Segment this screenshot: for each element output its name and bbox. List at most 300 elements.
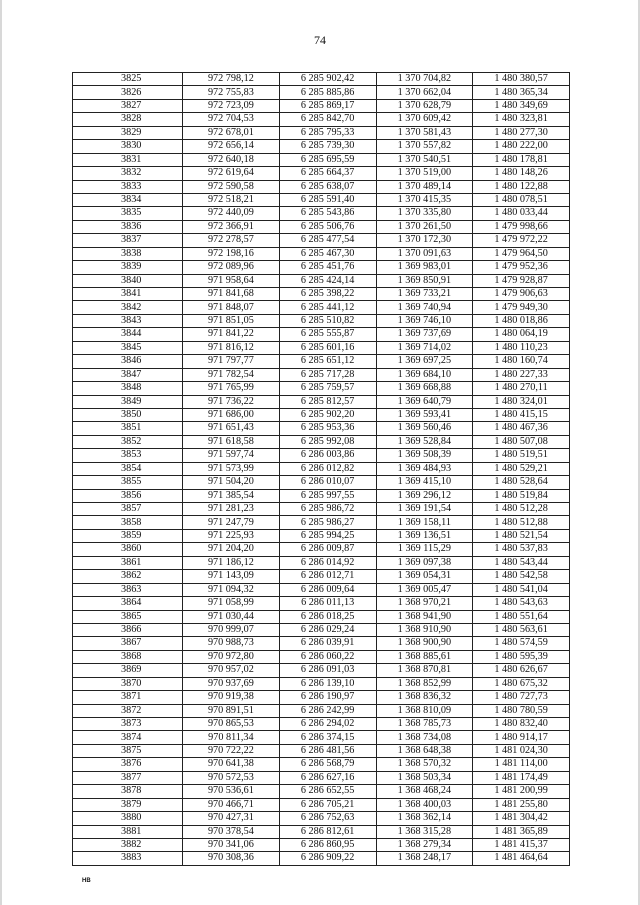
coord-y2-cell: 1 480 543,44 — [473, 556, 570, 569]
table-row — [73, 744, 570, 757]
coord-x2-cell: 1 370 489,14 — [376, 180, 473, 193]
coord-y1-cell: 6 285 477,54 — [279, 234, 376, 247]
coord-x2-cell: 1 368 248,17 — [376, 852, 473, 865]
coord-y2-cell: 1 481 304,42 — [473, 812, 570, 825]
table-row — [73, 623, 570, 636]
table-row — [73, 489, 570, 502]
table-row — [73, 597, 570, 610]
coord-x2-cell: 1 370 519,00 — [376, 167, 473, 180]
coord-x1-cell: 971 030,44 — [183, 610, 280, 623]
table-row — [73, 435, 570, 448]
coord-y2-cell: 1 479 998,66 — [473, 220, 570, 233]
coord-x2-cell: 1 369 593,41 — [376, 408, 473, 421]
coord-y1-cell: 6 286 812,61 — [279, 825, 376, 838]
point-number-cell: 3880 — [73, 812, 183, 825]
table-row — [73, 126, 570, 139]
point-number-cell: 3868 — [73, 650, 183, 663]
point-number-cell: 3841 — [73, 288, 183, 301]
point-number-cell: 3861 — [73, 556, 183, 569]
coord-y1-cell: 6 285 992,08 — [279, 435, 376, 448]
page-number: 74 — [314, 33, 326, 47]
coord-x2-cell: 1 369 005,47 — [376, 583, 473, 596]
coord-y1-cell: 6 285 739,30 — [279, 140, 376, 153]
coord-y2-cell: 1 479 964,50 — [473, 247, 570, 260]
table-row — [73, 167, 570, 180]
coord-x1-cell: 970 999,07 — [183, 623, 280, 636]
table-row — [73, 838, 570, 851]
point-number-cell: 3860 — [73, 543, 183, 556]
table-row — [73, 664, 570, 677]
coord-y1-cell: 6 286 652,55 — [279, 785, 376, 798]
table-row — [73, 422, 570, 435]
coord-x2-cell: 1 368 468,24 — [376, 785, 473, 798]
coord-x2-cell: 1 369 684,10 — [376, 368, 473, 381]
point-number-cell: 3840 — [73, 274, 183, 287]
table-row — [73, 341, 570, 354]
coord-y1-cell: 6 285 986,72 — [279, 503, 376, 516]
coord-y2-cell: 1 480 018,86 — [473, 314, 570, 327]
table-row — [73, 476, 570, 489]
table-row — [73, 570, 570, 583]
coord-y2-cell: 1 480 507,08 — [473, 435, 570, 448]
coord-x2-cell: 1 369 850,91 — [376, 274, 473, 287]
table-row — [73, 677, 570, 690]
coord-y1-cell: 6 286 012,71 — [279, 570, 376, 583]
coord-y1-cell: 6 285 555,87 — [279, 328, 376, 341]
point-number-cell: 3845 — [73, 341, 183, 354]
coord-y2-cell: 1 480 122,88 — [473, 180, 570, 193]
table-row — [73, 825, 570, 838]
point-number-cell: 3879 — [73, 798, 183, 811]
coord-y1-cell: 6 285 953,36 — [279, 422, 376, 435]
coord-x1-cell: 972 366,91 — [183, 220, 280, 233]
coord-y2-cell: 1 480 222,00 — [473, 140, 570, 153]
coord-y1-cell: 6 286 003,86 — [279, 449, 376, 462]
coord-x1-cell: 971 597,74 — [183, 449, 280, 462]
table-row — [73, 288, 570, 301]
coord-y1-cell: 6 286 010,07 — [279, 476, 376, 489]
coord-y1-cell: 6 285 591,40 — [279, 193, 376, 206]
coord-y2-cell: 1 480 512,88 — [473, 516, 570, 529]
point-number-cell: 3833 — [73, 180, 183, 193]
point-number-cell: 3881 — [73, 825, 183, 838]
coord-y2-cell: 1 480 467,36 — [473, 422, 570, 435]
coord-x1-cell: 970 466,71 — [183, 798, 280, 811]
point-number-cell: 3844 — [73, 328, 183, 341]
coord-x2-cell: 1 369 983,01 — [376, 261, 473, 274]
coord-y2-cell: 1 480 270,11 — [473, 382, 570, 395]
coord-y2-cell: 1 480 563,61 — [473, 623, 570, 636]
coord-x2-cell: 1 370 628,79 — [376, 99, 473, 112]
coord-x1-cell: 971 504,20 — [183, 476, 280, 489]
coord-y1-cell: 6 285 869,17 — [279, 99, 376, 112]
coord-x1-cell: 971 958,64 — [183, 274, 280, 287]
coord-y2-cell: 1 480 537,83 — [473, 543, 570, 556]
coord-x1-cell: 971 618,58 — [183, 435, 280, 448]
coord-x1-cell: 971 094,32 — [183, 583, 280, 596]
coord-x1-cell: 970 378,54 — [183, 825, 280, 838]
coord-x1-cell: 971 782,54 — [183, 368, 280, 381]
coord-x2-cell: 1 369 640,79 — [376, 395, 473, 408]
coord-y2-cell: 1 481 365,89 — [473, 825, 570, 838]
coord-y1-cell: 6 286 909,22 — [279, 852, 376, 865]
coord-x2-cell: 1 368 885,61 — [376, 650, 473, 663]
point-number-cell: 3828 — [73, 113, 183, 126]
coord-x2-cell: 1 369 733,21 — [376, 288, 473, 301]
coord-y2-cell: 1 479 906,63 — [473, 288, 570, 301]
table-row — [73, 382, 570, 395]
coord-x2-cell: 1 369 746,10 — [376, 314, 473, 327]
coord-x1-cell: 972 640,18 — [183, 153, 280, 166]
table-row — [73, 798, 570, 811]
coord-y1-cell: 6 286 705,21 — [279, 798, 376, 811]
table-row — [73, 368, 570, 381]
coord-x2-cell: 1 368 503,34 — [376, 771, 473, 784]
point-number-cell: 3842 — [73, 301, 183, 314]
point-number-cell: 3865 — [73, 610, 183, 623]
point-number-cell: 3854 — [73, 462, 183, 475]
coord-x1-cell: 972 723,09 — [183, 99, 280, 112]
coord-y1-cell: 6 286 012,82 — [279, 462, 376, 475]
coord-y2-cell: 1 480 227,33 — [473, 368, 570, 381]
coord-y1-cell: 6 285 795,33 — [279, 126, 376, 139]
coord-y2-cell: 1 480 365,34 — [473, 86, 570, 99]
point-number-cell: 3863 — [73, 583, 183, 596]
coord-y1-cell: 6 286 242,99 — [279, 704, 376, 717]
table-row — [73, 731, 570, 744]
coord-x2-cell: 1 368 279,34 — [376, 838, 473, 851]
coord-y1-cell: 6 285 510,82 — [279, 314, 376, 327]
coord-x1-cell: 971 651,43 — [183, 422, 280, 435]
coord-x1-cell: 971 765,99 — [183, 382, 280, 395]
point-number-cell: 3862 — [73, 570, 183, 583]
point-number-cell: 3871 — [73, 691, 183, 704]
table-row — [73, 207, 570, 220]
coord-y1-cell: 6 286 860,95 — [279, 838, 376, 851]
point-number-cell: 3874 — [73, 731, 183, 744]
coord-x2-cell: 1 368 970,21 — [376, 597, 473, 610]
coord-y2-cell: 1 480 349,69 — [473, 99, 570, 112]
coord-y1-cell: 6 285 902,20 — [279, 408, 376, 421]
coord-y2-cell: 1 480 551,64 — [473, 610, 570, 623]
table-row — [73, 153, 570, 166]
coord-y2-cell: 1 480 542,58 — [473, 570, 570, 583]
table-row — [73, 758, 570, 771]
coord-x2-cell: 1 368 900,90 — [376, 637, 473, 650]
coord-y1-cell: 6 286 481,56 — [279, 744, 376, 757]
coord-y1-cell: 6 286 139,10 — [279, 677, 376, 690]
coord-x2-cell: 1 370 091,63 — [376, 247, 473, 260]
table-row — [73, 140, 570, 153]
point-number-cell: 3870 — [73, 677, 183, 690]
point-number-cell: 3859 — [73, 529, 183, 542]
coord-y1-cell: 6 286 294,02 — [279, 718, 376, 731]
coord-y2-cell: 1 480 574,59 — [473, 637, 570, 650]
coord-x2-cell: 1 370 704,82 — [376, 73, 473, 86]
coord-x2-cell: 1 368 400,03 — [376, 798, 473, 811]
table-row — [73, 771, 570, 784]
coord-x2-cell: 1 370 172,30 — [376, 234, 473, 247]
coord-y2-cell: 1 480 078,51 — [473, 193, 570, 206]
coord-x2-cell: 1 370 261,50 — [376, 220, 473, 233]
point-number-cell: 3877 — [73, 771, 183, 784]
point-number-cell: 3846 — [73, 355, 183, 368]
coord-y2-cell: 1 480 160,74 — [473, 355, 570, 368]
coord-x1-cell: 971 281,23 — [183, 503, 280, 516]
table-row — [73, 583, 570, 596]
coord-x1-cell: 972 678,01 — [183, 126, 280, 139]
coord-x1-cell: 970 308,36 — [183, 852, 280, 865]
table-row — [73, 180, 570, 193]
coord-y1-cell: 6 285 812,57 — [279, 395, 376, 408]
coord-x1-cell: 971 736,22 — [183, 395, 280, 408]
coord-x1-cell: 971 186,12 — [183, 556, 280, 569]
coord-x2-cell: 1 368 852,99 — [376, 677, 473, 690]
coord-x2-cell: 1 369 415,10 — [376, 476, 473, 489]
coord-x2-cell: 1 369 054,31 — [376, 570, 473, 583]
coord-y1-cell: 6 285 424,14 — [279, 274, 376, 287]
coord-y1-cell: 6 286 091,03 — [279, 664, 376, 677]
coord-x1-cell: 972 089,96 — [183, 261, 280, 274]
coord-y1-cell: 6 285 441,12 — [279, 301, 376, 314]
coord-x2-cell: 1 368 785,73 — [376, 718, 473, 731]
coord-y2-cell: 1 480 512,28 — [473, 503, 570, 516]
coord-y2-cell: 1 480 541,04 — [473, 583, 570, 596]
table-row — [73, 261, 570, 274]
coord-y2-cell: 1 480 521,54 — [473, 529, 570, 542]
coord-x1-cell: 970 536,61 — [183, 785, 280, 798]
table-row — [73, 529, 570, 542]
coord-x2-cell: 1 370 540,51 — [376, 153, 473, 166]
coord-x2-cell: 1 369 668,88 — [376, 382, 473, 395]
coord-x2-cell: 1 369 158,11 — [376, 516, 473, 529]
coord-y2-cell: 1 480 178,81 — [473, 153, 570, 166]
point-number-cell: 3848 — [73, 382, 183, 395]
coord-x1-cell: 970 957,02 — [183, 664, 280, 677]
coord-x2-cell: 1 369 136,51 — [376, 529, 473, 542]
coord-x1-cell: 971 573,99 — [183, 462, 280, 475]
table-row — [73, 113, 570, 126]
coord-y2-cell: 1 480 528,64 — [473, 476, 570, 489]
coord-x1-cell: 972 198,16 — [183, 247, 280, 260]
coord-x1-cell: 972 798,12 — [183, 73, 280, 86]
table-row — [73, 785, 570, 798]
point-number-cell: 3853 — [73, 449, 183, 462]
coordinates-table-body — [73, 73, 570, 866]
point-number-cell: 3883 — [73, 852, 183, 865]
coord-y1-cell: 6 286 039,91 — [279, 637, 376, 650]
coord-x1-cell: 971 797,77 — [183, 355, 280, 368]
point-number-cell: 3837 — [73, 234, 183, 247]
coord-y2-cell: 1 480 832,40 — [473, 718, 570, 731]
coord-x1-cell: 971 204,20 — [183, 543, 280, 556]
coord-x1-cell: 971 143,09 — [183, 570, 280, 583]
coord-x1-cell: 972 704,53 — [183, 113, 280, 126]
coord-x2-cell: 1 370 662,04 — [376, 86, 473, 99]
coord-x1-cell: 971 816,12 — [183, 341, 280, 354]
coord-y1-cell: 6 286 060,22 — [279, 650, 376, 663]
coord-x1-cell: 972 755,83 — [183, 86, 280, 99]
coord-x2-cell: 1 368 315,28 — [376, 825, 473, 838]
coord-y2-cell: 1 480 675,32 — [473, 677, 570, 690]
point-number-cell: 3838 — [73, 247, 183, 260]
coord-y2-cell: 1 481 114,00 — [473, 758, 570, 771]
coord-y2-cell: 1 480 064,19 — [473, 328, 570, 341]
table-row — [73, 314, 570, 327]
coord-y1-cell: 6 285 994,25 — [279, 529, 376, 542]
point-number-cell: 3882 — [73, 838, 183, 851]
coord-x1-cell: 972 440,09 — [183, 207, 280, 220]
point-number-cell: 3843 — [73, 314, 183, 327]
coord-y1-cell: 6 286 568,79 — [279, 758, 376, 771]
coord-y1-cell: 6 286 190,97 — [279, 691, 376, 704]
coord-x1-cell: 970 572,53 — [183, 771, 280, 784]
table-row — [73, 852, 570, 865]
coord-x2-cell: 1 370 609,42 — [376, 113, 473, 126]
point-number-cell: 3867 — [73, 637, 183, 650]
point-number-cell: 3839 — [73, 261, 183, 274]
coord-y2-cell: 1 479 928,87 — [473, 274, 570, 287]
coord-y1-cell: 6 285 759,57 — [279, 382, 376, 395]
table-row — [73, 220, 570, 233]
table-row — [73, 99, 570, 112]
coord-x2-cell: 1 368 570,32 — [376, 758, 473, 771]
point-number-cell: 3831 — [73, 153, 183, 166]
coord-y2-cell: 1 481 464,64 — [473, 852, 570, 865]
table-row — [73, 234, 570, 247]
coord-y2-cell: 1 481 200,99 — [473, 785, 570, 798]
coord-y2-cell: 1 480 110,23 — [473, 341, 570, 354]
coord-y2-cell: 1 480 324,01 — [473, 395, 570, 408]
point-number-cell: 3875 — [73, 744, 183, 757]
point-number-cell: 3834 — [73, 193, 183, 206]
coord-x1-cell: 970 722,22 — [183, 744, 280, 757]
point-number-cell: 3852 — [73, 435, 183, 448]
table-row — [73, 516, 570, 529]
page-edge-left — [0, 0, 2, 905]
coord-x2-cell: 1 369 528,84 — [376, 435, 473, 448]
coord-x2-cell: 1 370 335,80 — [376, 207, 473, 220]
point-number-cell: 3857 — [73, 503, 183, 516]
coord-x1-cell: 972 619,64 — [183, 167, 280, 180]
coord-x1-cell: 970 972,80 — [183, 650, 280, 663]
coord-x1-cell: 971 841,22 — [183, 328, 280, 341]
coord-y1-cell: 6 286 014,92 — [279, 556, 376, 569]
coord-x1-cell: 972 590,58 — [183, 180, 280, 193]
point-number-cell: 3849 — [73, 395, 183, 408]
coord-y1-cell: 6 285 601,16 — [279, 341, 376, 354]
point-number-cell: 3847 — [73, 368, 183, 381]
point-number-cell: 3836 — [73, 220, 183, 233]
table-row — [73, 637, 570, 650]
point-number-cell: 3830 — [73, 140, 183, 153]
coord-y1-cell: 6 286 627,16 — [279, 771, 376, 784]
footer-mark: НВ — [82, 878, 91, 884]
coord-y2-cell: 1 480 323,81 — [473, 113, 570, 126]
coord-y2-cell: 1 480 033,44 — [473, 207, 570, 220]
point-number-cell: 3876 — [73, 758, 183, 771]
table-row — [73, 408, 570, 421]
coord-y1-cell: 6 286 029,24 — [279, 623, 376, 636]
coord-y2-cell: 1 480 380,57 — [473, 73, 570, 86]
coord-y2-cell: 1 481 174,49 — [473, 771, 570, 784]
coord-y2-cell: 1 480 780,59 — [473, 704, 570, 717]
table-row — [73, 650, 570, 663]
coord-y2-cell: 1 480 595,39 — [473, 650, 570, 663]
coord-y1-cell: 6 286 018,25 — [279, 610, 376, 623]
coord-x2-cell: 1 369 714,02 — [376, 341, 473, 354]
coord-y1-cell: 6 286 011,13 — [279, 597, 376, 610]
coord-x2-cell: 1 369 560,46 — [376, 422, 473, 435]
coord-y2-cell: 1 480 529,21 — [473, 462, 570, 475]
coord-y1-cell: 6 285 997,55 — [279, 489, 376, 502]
table-row — [73, 73, 570, 86]
coord-y1-cell: 6 286 009,87 — [279, 543, 376, 556]
point-number-cell: 3855 — [73, 476, 183, 489]
coord-y1-cell: 6 285 543,86 — [279, 207, 376, 220]
coord-x2-cell: 1 369 296,12 — [376, 489, 473, 502]
coord-x1-cell: 970 341,06 — [183, 838, 280, 851]
coord-x2-cell: 1 369 740,94 — [376, 301, 473, 314]
point-number-cell: 3878 — [73, 785, 183, 798]
coord-y1-cell: 6 285 902,42 — [279, 73, 376, 86]
coord-x1-cell: 970 641,38 — [183, 758, 280, 771]
coord-y2-cell: 1 480 914,17 — [473, 731, 570, 744]
point-number-cell: 3827 — [73, 99, 183, 112]
coord-x1-cell: 971 686,00 — [183, 408, 280, 421]
coord-x2-cell: 1 368 734,08 — [376, 731, 473, 744]
table-row — [73, 274, 570, 287]
coord-y1-cell: 6 285 638,07 — [279, 180, 376, 193]
table-row — [73, 691, 570, 704]
point-number-cell: 3866 — [73, 623, 183, 636]
coord-y2-cell: 1 479 972,22 — [473, 234, 570, 247]
coord-y1-cell: 6 285 842,70 — [279, 113, 376, 126]
table-row — [73, 86, 570, 99]
coord-x1-cell: 970 865,53 — [183, 718, 280, 731]
coord-y1-cell: 6 285 717,28 — [279, 368, 376, 381]
coord-y2-cell: 1 481 024,30 — [473, 744, 570, 757]
coord-x2-cell: 1 370 557,82 — [376, 140, 473, 153]
coord-y1-cell: 6 285 664,37 — [279, 167, 376, 180]
coord-y1-cell: 6 286 374,15 — [279, 731, 376, 744]
table-row — [73, 395, 570, 408]
coord-x2-cell: 1 368 810,09 — [376, 704, 473, 717]
coord-x2-cell: 1 369 484,93 — [376, 462, 473, 475]
coord-x1-cell: 970 427,31 — [183, 812, 280, 825]
coord-x1-cell: 971 851,05 — [183, 314, 280, 327]
coord-x1-cell: 970 988,73 — [183, 637, 280, 650]
table-row — [73, 543, 570, 556]
coord-x2-cell: 1 368 648,38 — [376, 744, 473, 757]
coord-y2-cell: 1 481 255,80 — [473, 798, 570, 811]
point-number-cell: 3872 — [73, 704, 183, 717]
coord-y1-cell: 6 286 752,63 — [279, 812, 376, 825]
coord-y1-cell: 6 285 651,12 — [279, 355, 376, 368]
coord-x2-cell: 1 369 737,69 — [376, 328, 473, 341]
coord-x2-cell: 1 369 115,29 — [376, 543, 473, 556]
coord-x1-cell: 971 058,99 — [183, 597, 280, 610]
coord-x1-cell: 971 841,68 — [183, 288, 280, 301]
coord-y2-cell: 1 480 415,15 — [473, 408, 570, 421]
table-row — [73, 462, 570, 475]
coord-x1-cell: 970 811,34 — [183, 731, 280, 744]
coord-x1-cell: 971 385,54 — [183, 489, 280, 502]
coord-x2-cell: 1 368 910,90 — [376, 623, 473, 636]
coord-x2-cell: 1 368 941,90 — [376, 610, 473, 623]
point-number-cell: 3826 — [73, 86, 183, 99]
coord-y2-cell: 1 480 626,67 — [473, 664, 570, 677]
